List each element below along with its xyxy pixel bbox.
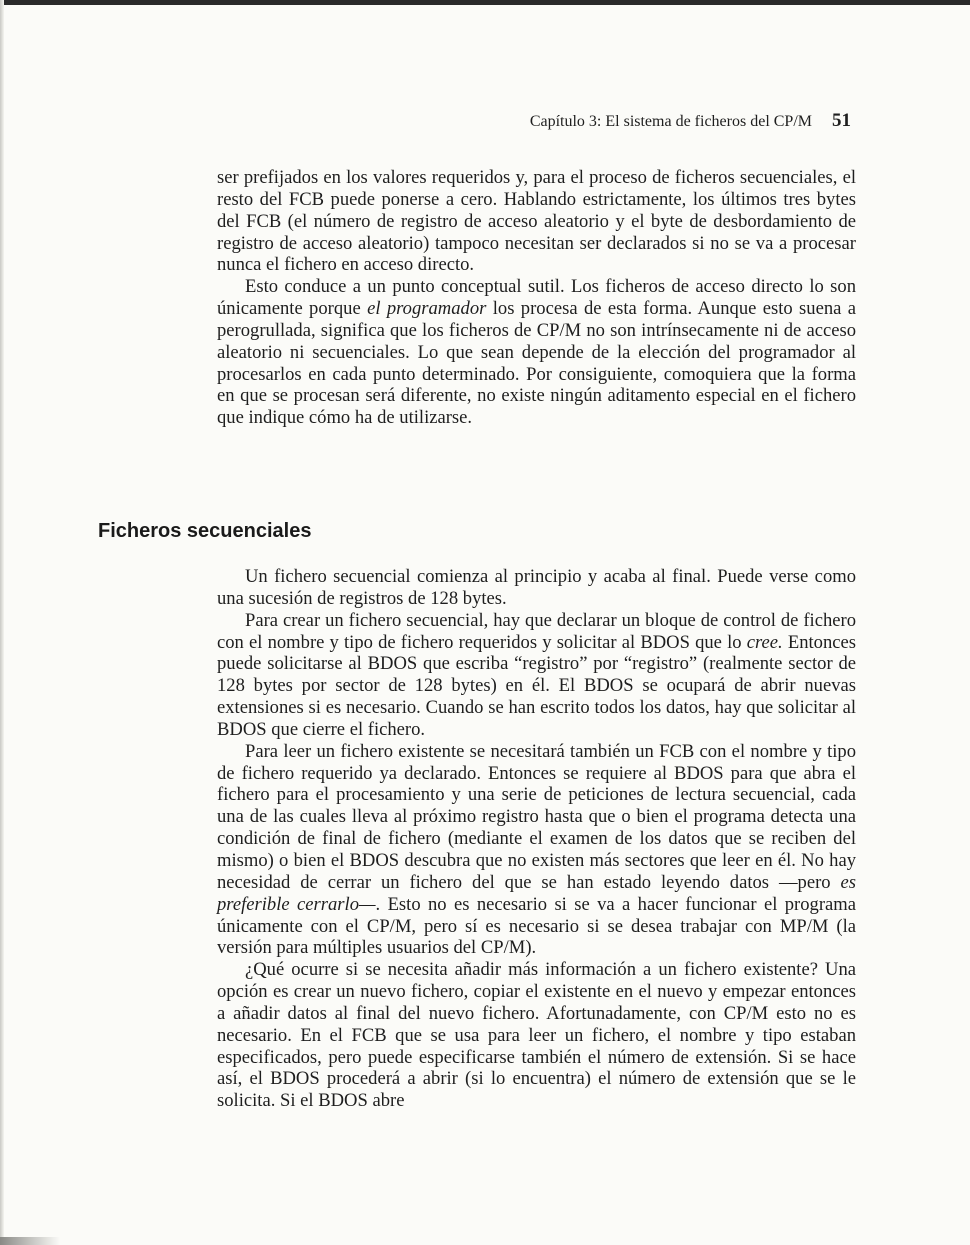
- paragraph-text: Esto conduce a un punto conceptual sutil. Los ficheros de acceso directo lo son únicamente porque: [217, 276, 856, 320]
- emphasis-text: cree.: [746, 631, 783, 653]
- paragraph-text: . Esto no es necesario si se va a hacer funcionar el programa únicamente con el CP/M, pero sí es necesario si se desea trabajar con MP/M (la versión para múltiples usuarios del CP/M).: [217, 893, 856, 959]
- paragraph: [217, 276, 856, 429]
- paragraph: [217, 741, 856, 959]
- paragraph-continuation: ser prefijados en los valores requeridos y, para el proceso de ficheros secuenciales, el resto del FCB puede ponerse a cero. Hablando estrictamente, los últimos tres bytes del FCB (el número de registro de acceso aleatorio y el byte de desbordamiento de registro de acceso aleatorio) tampoco necesitan ser declarados si no se va a procesar nunca el fichero en acceso directo.: [217, 167, 856, 276]
- paragraph-text: Para leer un fichero existente se necesitará también un FCB con el nombre y tipo de fichero requerido ya declarado. Entonces se requiere al BDOS para que abra el fichero para el procesamiento y una serie de peticiones de lectura secuencial, cada una de las cuales lleva al próximo registro hasta que o bien el programa detecta una condición de final de fichero (mediante el examen de los datos que se reciben del mismo) o bien el BDOS descubra que no existen más sectores que leer en él. No hay necesidad de cerrar un fichero del que se han estado leyendo datos —pero: [217, 740, 856, 893]
- paragraph-text: Entonces puede solicitarse al BDOS que escriba “registro” por “registro” (realmente sector de 128 bytes por sector de 128 bytes) en él. El BDOS se ocupará de abrir nuevas extensiones si es necesario. Cuando se han escrito todos los datos, hay que solicitar al BDOS que cierre el fichero.: [217, 631, 857, 740]
- paragraph: ¿Qué ocurre si se necesita añadir más información a un fichero existente? Una opción es crear un nuevo fichero, copiar el existente en el nuevo y empezar entonces a añadir datos al final del nuevo fichero. Afortunadamente, con CP/M esto no es necesario. En el FCB que se usa para leer un fichero, el nombre y tipo estaban especificados, pero puede especificarse también el número de extensión. Si se hace así, el BDOS procederá a abrir (si lo encuentra) el número de extensión que se le solicita. Si el BDOS abre: [217, 959, 856, 1112]
- section-heading: Ficheros secuenciales: [98, 520, 312, 542]
- paragraph-text: los procesa de esta forma. Aunque esto suena a perogrullada, significa que los ficheros de CP/M no son intrínsecamente ni de acceso aleatorio ni secuenciales. Lo que sean depende de la elección del programador al procesarlos en cada punto determinado. Por consiguiente, comoquiera que la forma en que se procesan será diferente, no existe ningún aditamento especial en el fichero que indique cómo ha de utilizarse.: [217, 298, 856, 429]
- chapter-title: Capítulo 3: El sistema de ficheros del CP/M: [529, 113, 812, 130]
- page-top-edge: [0, 0, 970, 5]
- page-left-edge: [0, 0, 4, 1245]
- page-bottom-shadow: [0, 1237, 60, 1245]
- emphasis-text: el programador: [367, 298, 487, 320]
- page-number: 51: [832, 110, 851, 131]
- text-block-section: [217, 566, 856, 1112]
- emphasis-text: es preferible cerrarlo—: [217, 871, 856, 915]
- paragraph-text: Para crear un fichero secuencial, hay que declarar un bloque de control de fichero con el nombre y tipo de fichero requeridos y solicitar al BDOS que lo: [217, 609, 856, 653]
- text-block-top: [217, 167, 856, 429]
- running-header: [530, 111, 851, 132]
- paragraph: Un fichero secuencial comienza al principio y acaba al final. Puede verse como una sucesión de registros de 128 bytes.: [217, 566, 856, 609]
- paragraph: [217, 610, 856, 741]
